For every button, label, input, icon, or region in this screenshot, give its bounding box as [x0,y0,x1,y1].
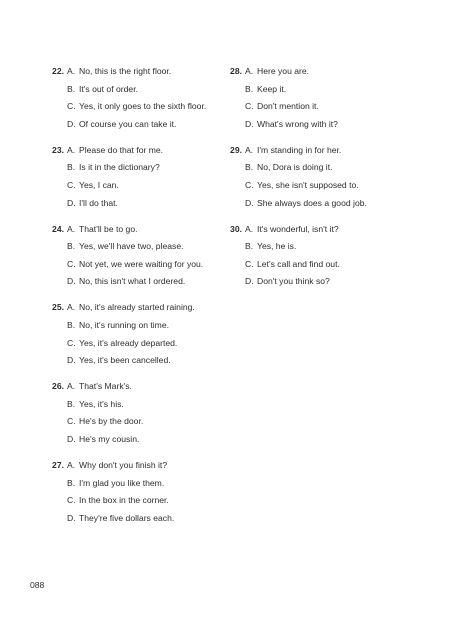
option-letter: C. [245,258,254,269]
question-27 [44,458,224,524]
option-b [67,239,224,252]
option-c [67,257,224,270]
option-letter: C. [67,258,76,269]
option-c [245,99,422,112]
answer-options [67,143,224,209]
option-letter: A. [67,223,76,234]
option-letter: A. [245,144,254,155]
option-letter: B. [67,477,76,488]
question-28 [222,64,422,130]
option-text: Yes, he is. [257,241,297,252]
answer-options [67,222,224,288]
option-letter: A. [245,223,254,234]
option-letter: D. [67,118,76,129]
option-b [67,397,224,410]
option-text: Yes, it's already departed. [79,337,178,348]
option-b [67,318,224,331]
option-letter: B. [245,83,254,94]
option-text: Yes, it's been cancelled. [79,355,171,366]
option-text: No, it's already started raining. [79,302,195,313]
option-letter: D. [67,197,76,208]
answer-options [245,64,422,130]
question-number: 26. [52,381,64,392]
option-c [67,336,224,349]
option-text: He's by the door. [79,416,144,427]
option-c [67,414,224,427]
question-23 [44,143,224,209]
option-text: Why don't you finish it? [79,459,168,470]
question-25 [44,300,224,366]
option-text: I'm standing in for her. [257,144,342,155]
option-text: Yes, she isn't supposed to. [257,179,359,190]
answer-options [67,300,224,366]
option-a [67,143,224,156]
option-d [67,196,224,209]
option-b [67,160,224,173]
option-a [67,64,224,77]
option-a [67,458,224,471]
option-letter: D. [67,276,76,287]
option-c [245,257,422,270]
question-number: 30. [230,223,242,234]
option-letter: C. [67,337,76,348]
option-letter: D. [245,276,254,287]
answer-options [67,458,224,524]
question-number: 25. [52,302,64,313]
option-letter: B. [245,241,254,252]
option-letter: A. [67,302,76,313]
option-b [245,82,422,95]
option-c [67,99,224,112]
option-letter: D. [67,433,76,444]
question-number: 22. [52,66,64,76]
option-letter: D. [245,118,254,129]
option-letter: C. [67,495,76,506]
option-letter: B. [67,162,76,173]
option-d [245,196,422,209]
question-number: 28. [230,66,242,76]
answer-options [245,222,422,288]
option-c [245,178,422,191]
page-number: 088 [30,580,45,590]
option-a [245,64,422,77]
option-a [245,143,422,156]
option-letter: A. [67,459,76,470]
option-letter: B. [67,83,76,94]
answer-options [245,143,422,209]
option-letter: C. [245,101,254,112]
option-text: Don't mention it. [257,101,319,112]
option-letter: D. [67,355,76,366]
option-text: He's my cousin. [79,433,140,444]
option-b [245,239,422,252]
answer-options [67,379,224,445]
option-text: No, this isn't what I ordered. [79,276,186,287]
option-d [245,274,422,287]
option-letter: D. [245,197,254,208]
option-text: Don't you think so? [257,276,330,287]
option-b [67,82,224,95]
option-a [67,379,224,392]
option-text: Here you are. [257,66,310,76]
option-letter: D. [67,512,76,523]
option-text: No, Dora is doing it. [257,162,333,173]
question-26 [44,379,224,445]
option-letter: C. [67,416,76,427]
question-30 [222,222,422,288]
option-letter: C. [67,179,76,190]
option-d [67,511,224,524]
option-text: That's Mark's. [79,381,132,392]
option-text: Is it in the dictionary? [79,162,160,173]
option-letter: A. [67,144,76,155]
option-text: In the box in the corner. [79,495,169,506]
option-c [67,493,224,506]
option-b [67,476,224,489]
option-text: She always does a good job. [257,197,367,208]
option-text: It's out of order. [79,83,138,94]
option-letter: C. [67,101,76,112]
option-c [67,178,224,191]
question-22 [44,64,224,130]
option-text: Yes, it only goes to the sixth floor. [79,101,207,112]
option-letter: B. [67,398,76,409]
option-text: I'm glad you like them. [79,477,165,488]
option-text: Of course you can take it. [79,118,177,129]
question-number: 27. [52,459,64,470]
option-a [67,222,224,235]
option-text: That'll be to go. [79,223,138,234]
option-d [245,117,422,130]
option-letter: B. [245,162,254,173]
option-d [67,432,224,445]
option-d [67,117,224,130]
option-d [67,274,224,287]
option-text: No, this is the right floor. [79,66,172,76]
option-text: They're five dollars each. [79,512,175,523]
option-text: No, it's running on time. [79,319,170,330]
option-letter: A. [245,66,254,76]
option-text: Yes, we'll have two, please. [79,241,184,252]
option-letter: A. [67,381,76,392]
option-b [245,160,422,173]
option-text: What's wrong with it? [257,118,338,129]
question-24 [44,222,224,288]
option-text: Let's call and find out. [257,258,340,269]
option-text: I'll do that. [79,197,118,208]
question-number: 24. [52,223,64,234]
option-letter: C. [245,179,254,190]
answer-options [67,64,224,130]
option-text: Yes, it's his. [79,398,124,409]
option-letter: B. [67,319,76,330]
option-a [67,300,224,313]
option-text: Please do that for me. [79,144,164,155]
option-text: It's wonderful, isn't it? [257,223,339,234]
option-d [67,353,224,366]
option-text: Not yet, we were waiting for you. [79,258,204,269]
left-column [44,64,224,537]
option-text: Yes, I can. [79,179,119,190]
question-29 [222,143,422,209]
question-number: 29. [230,144,242,155]
option-letter: A. [67,66,76,76]
question-number: 23. [52,144,64,155]
option-a [245,222,422,235]
option-letter: B. [67,241,76,252]
right-column [222,64,422,300]
option-text: Keep it. [257,83,287,94]
